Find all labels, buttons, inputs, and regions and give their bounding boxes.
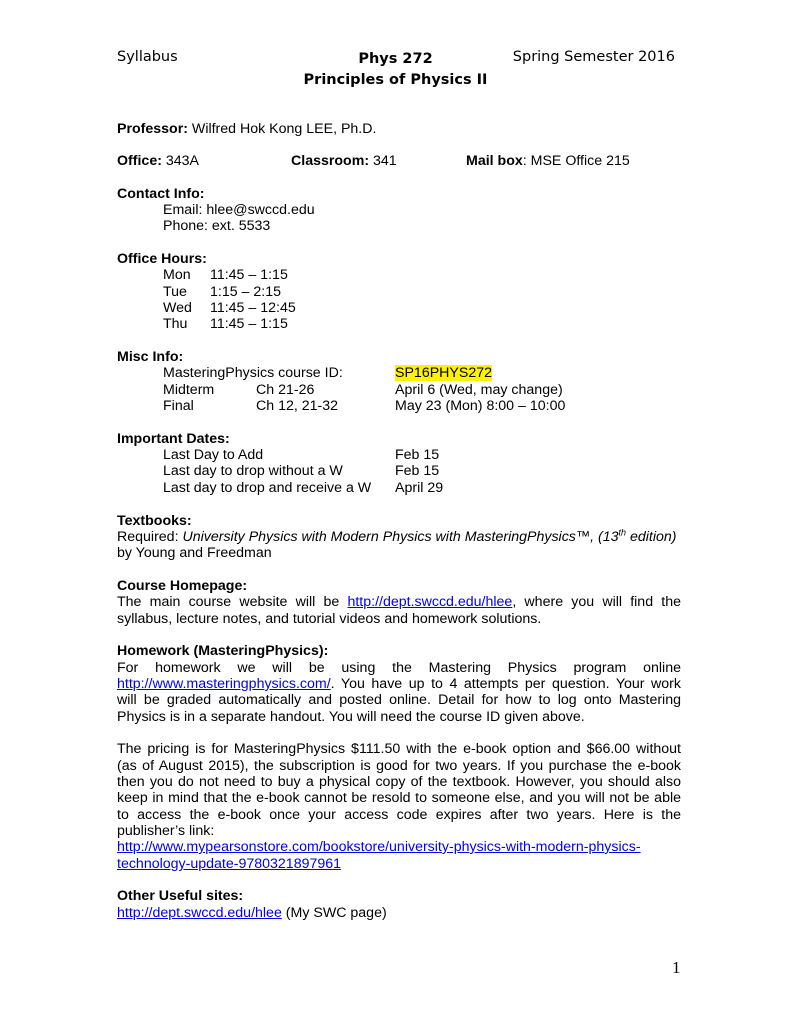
- pricing-line: The pricing is for MasteringPhysics $111.50 with the e-book option and $66.00 without: [117, 741, 681, 757]
- professor-label: Professor:: [117, 121, 188, 137]
- hours-time: 1:15 – 2:15: [210, 284, 281, 300]
- midterm-date: April 6 (Wed, may change): [395, 382, 563, 398]
- date-value: Feb 15: [395, 447, 440, 463]
- date-value: Feb 15: [395, 463, 440, 479]
- contact-email: Email: hlee@swccd.edu: [163, 202, 315, 218]
- homepage-line2: syllabus, lecture notes, and tutorial videos and homework solutions.: [117, 611, 542, 627]
- swc-page-link[interactable]: http://dept.swccd.edu/hlee: [117, 905, 282, 921]
- mailbox-line: [466, 153, 630, 169]
- office-label: Office:: [117, 153, 162, 169]
- classroom-label: Classroom:: [291, 153, 370, 169]
- textbook-sup: th: [618, 527, 626, 538]
- mailbox-value: : MSE Office 215: [522, 153, 630, 169]
- midterm-chapters: Ch 21-26: [256, 382, 315, 398]
- course-id-label: MasteringPhysics course ID:: [163, 365, 343, 381]
- final-chapters: Ch 12, 21-32: [256, 398, 339, 414]
- dates-heading: Important Dates:: [117, 431, 230, 447]
- hours-day: Tue: [163, 284, 187, 300]
- professor-line: [117, 121, 376, 137]
- pricing-last: publisher’s link:: [117, 823, 215, 839]
- office-line: [117, 153, 199, 169]
- homepage-line1: [117, 594, 681, 610]
- classroom-value: 341: [373, 153, 397, 169]
- textbook-edition: edition): [626, 529, 677, 545]
- publisher-link-cont: [117, 856, 341, 872]
- homepage-post: , where you will find the: [512, 594, 681, 610]
- header-center: [0, 49, 791, 91]
- course-number: Phys 272: [358, 51, 433, 67]
- homework-heading: Homework (MasteringPhysics):: [117, 643, 329, 659]
- pricing-line: (as of August 2015), the subscription is good for two years. If you purchase the e-book: [117, 758, 681, 774]
- other-note: (My SWC page): [281, 905, 387, 921]
- course-id-highlight: SP16PHYS272: [395, 365, 493, 381]
- professor-name: Wilfred Hok Kong LEE, Ph.D.: [191, 121, 377, 137]
- page-number: 1: [672, 958, 681, 977]
- header-left: Syllabus: [117, 49, 178, 65]
- misc-heading: Misc Info:: [117, 349, 184, 365]
- date-label: Last day to drop without a W: [163, 463, 343, 479]
- textbooks-heading: Textbooks:: [117, 513, 192, 529]
- publisher-link: [117, 839, 641, 855]
- date-label: Last day to drop and receive a W: [163, 480, 372, 496]
- textbook-title: University Physics with Modern Physics with MasteringPhysics™, (13: [182, 529, 619, 545]
- contact-heading: Contact Info:: [117, 186, 205, 202]
- pricing-line: then you do not need to buy a physical copy of the textbook. However, you should also: [117, 774, 681, 790]
- textbook-authors: by Young and Freedman: [117, 545, 272, 561]
- hours-day: Mon: [163, 267, 191, 283]
- pricing-line: to access the e-book once your access code expires after two years. Here is the: [117, 807, 681, 823]
- homework-line2-text: . You have up to 4 attempts per question. Your work: [330, 676, 681, 692]
- publisher-link-2[interactable]: technology-update-9780321897961: [117, 856, 342, 872]
- homepage-heading: Course Homepage:: [117, 578, 248, 594]
- publisher-link-1[interactable]: http://www.mypearsonstore.com/bookstore/university-physics-with-modern-physics-: [117, 839, 641, 855]
- hours-time: 11:45 – 1:15: [210, 316, 288, 332]
- hours-day: Wed: [163, 300, 192, 316]
- date-value: April 29: [395, 480, 444, 496]
- classroom-line: [291, 153, 397, 169]
- homework-line3: will be graded automatically and posted online. Detail for how to log onto Mastering: [117, 692, 681, 708]
- midterm-label: Midterm: [163, 382, 215, 398]
- homework-line4: Physics is in a separate handout. You will need the course ID given above.: [117, 709, 585, 725]
- date-label: Last Day to Add: [163, 447, 264, 463]
- homepage-link[interactable]: http://dept.swccd.edu/hlee: [347, 594, 513, 610]
- homepage-pre: The main course website will be: [117, 594, 348, 610]
- office-value: 343A: [165, 153, 200, 169]
- mastering-link[interactable]: http://www.masteringphysics.com/: [117, 676, 331, 692]
- contact-phone: Phone: ext. 5533: [163, 218, 271, 234]
- textbook-line: [117, 529, 676, 545]
- header-right: Spring Semester 2016: [512, 49, 675, 65]
- hours-day: Thu: [163, 316, 188, 332]
- hours-time: 11:45 – 12:45: [210, 300, 296, 316]
- mailbox-label: Mail box: [466, 153, 523, 169]
- course-title: Principles of Physics II: [303, 72, 488, 88]
- final-date: May 23 (Mon) 8:00 – 10:00: [395, 398, 566, 414]
- course-id: [395, 365, 492, 381]
- textbook-required: Required:: [117, 529, 183, 545]
- hours-time: 11:45 – 1:15: [210, 267, 288, 283]
- final-label: Final: [163, 398, 194, 414]
- pricing-line: keep in mind that the e-book cannot be resold to someone else, and you will not be able: [117, 790, 681, 806]
- other-heading: Other Useful sites:: [117, 888, 244, 904]
- office-hours-heading: Office Hours:: [117, 251, 207, 267]
- homework-line1: For homework we will be using the Mastering Physics program online: [117, 660, 681, 676]
- other-line: [117, 905, 387, 921]
- homework-line2: [117, 676, 681, 692]
